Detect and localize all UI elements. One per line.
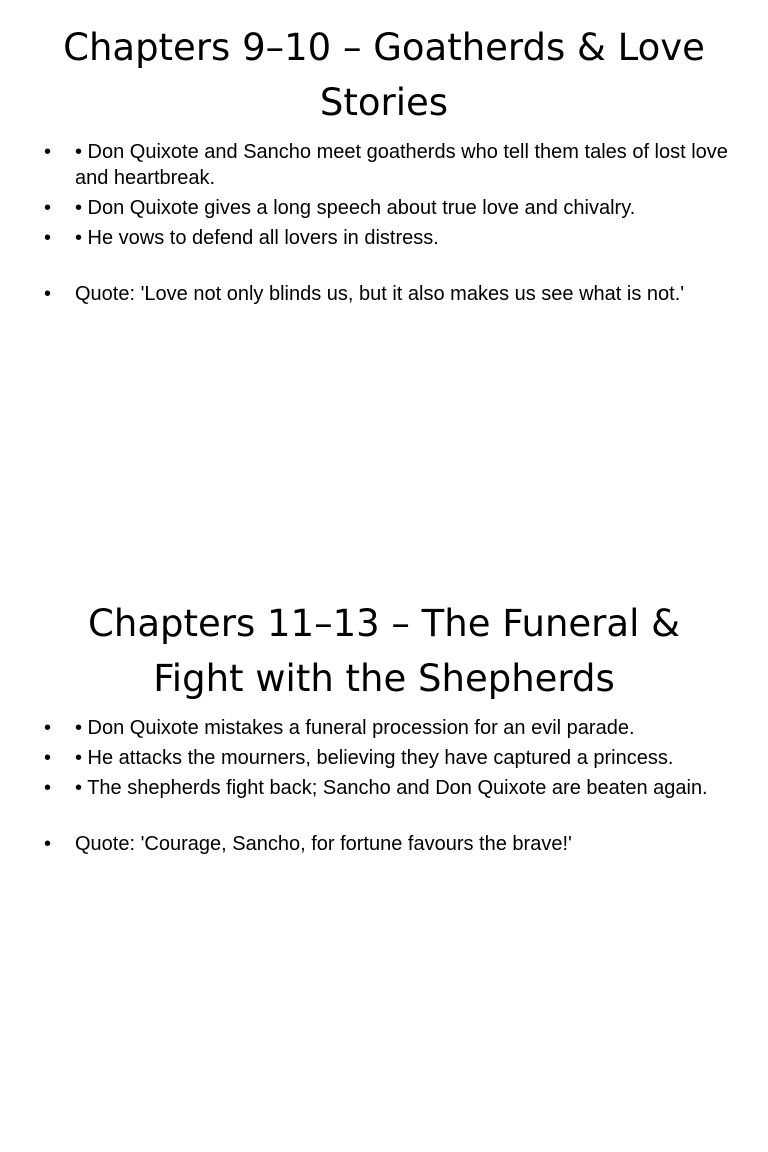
bullet-item: [40, 715, 730, 741]
bullet-marker: •: [44, 283, 52, 305]
bullet-item: [40, 195, 730, 221]
bullet-marker: •: [44, 141, 52, 163]
bullet-text: • He vows to defend all lovers in distress.: [75, 227, 439, 249]
slide-title: Chapters 9–10 – Goatherds & Love Stories: [63, 26, 705, 124]
bullet-text: • Don Quixote mistakes a funeral procession for an evil parade.: [75, 717, 635, 739]
bullet-marker: •: [44, 777, 52, 799]
bullet-item: [40, 775, 730, 801]
bullet-marker: •: [44, 717, 52, 739]
bullet-list: [40, 715, 730, 861]
bullet-item: [40, 225, 730, 251]
bullet-text: • Don Quixote and Sancho meet goatherds who tell them tales of lost love and heartbreak.: [75, 141, 728, 189]
bullet-list: [40, 139, 730, 311]
bullet-item: [40, 139, 730, 191]
quote-item: [40, 281, 730, 307]
bullet-item: [40, 745, 730, 771]
bullet-text: • He attacks the mourners, believing they have captured a princess.: [75, 747, 674, 769]
bullet-marker: •: [44, 197, 52, 219]
slide-chapters-11-13: [0, 576, 768, 1152]
bullet-text: • The shepherds fight back; Sancho and Don Quixote are beaten again.: [75, 777, 708, 799]
bullet-marker: •: [44, 747, 52, 769]
quote-text: Quote: 'Love not only blinds us, but it also makes us see what is not.': [75, 283, 685, 305]
quote-text: Quote: 'Courage, Sancho, for fortune favours the brave!': [75, 833, 572, 855]
bullet-marker: •: [44, 227, 52, 249]
quote-item: [40, 831, 730, 857]
slide-title: Chapters 11–13 – The Funeral & Fight with the Shepherds: [88, 602, 680, 700]
bullet-text: • Don Quixote gives a long speech about true love and chivalry.: [75, 197, 636, 219]
bullet-marker: •: [44, 833, 52, 855]
